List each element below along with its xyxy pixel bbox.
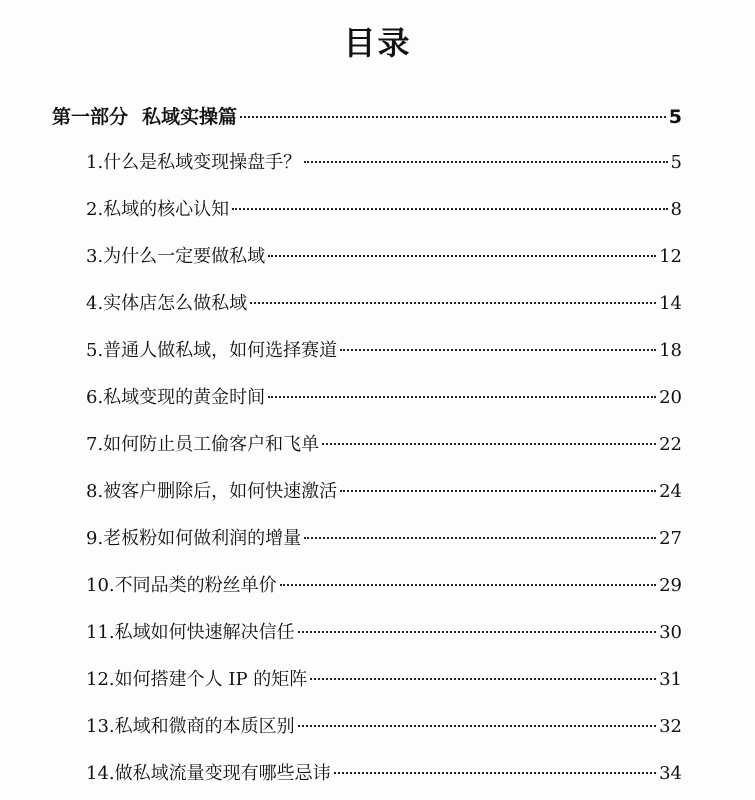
toc-entry-title: 6.私域变现的黄金时间 [86,387,266,408]
page-title: 目录 [343,24,412,62]
toc-part-entry [52,102,682,132]
toc-page-number: 8 [670,199,682,220]
toc-entry-9 [86,524,682,554]
toc-entry-title: 13.私域和微商的本质区别 [86,716,295,737]
toc-dot-leader [280,584,656,586]
toc-dot-leader [240,116,666,118]
toc-dot-leader [340,349,656,351]
toc-dot-leader [232,208,667,210]
toc-page-number: 31 [659,669,682,690]
toc-entry-2 [86,195,682,225]
toc-entry-title: 2.私域的核心认知 [86,199,230,220]
toc-entry-title: 14.做私域流量变现有哪些忌讳 [86,763,331,784]
toc-entry-title: 12.如何搭建个人 IP 的矩阵 [86,669,308,690]
toc-page-number: 22 [659,434,682,455]
toc-page-number: 18 [659,340,682,361]
toc-page-number: 5 [668,106,682,128]
toc-dot-leader [322,443,656,445]
toc-entry-11 [86,618,682,648]
toc-entry-10 [86,571,682,601]
toc-entry-title: 11.私域如何快速解决信任 [86,622,295,643]
toc-entry-title: 1.什么是私域变现操盘手？ [86,152,302,173]
toc-dot-leader [304,161,667,163]
toc-part-title [52,102,237,132]
toc-page-number: 27 [659,528,682,549]
toc-entry-3 [86,242,682,272]
toc-dot-leader [268,255,656,257]
toc-dot-leader [304,537,656,539]
toc-entry-title: 4.实体店怎么做私域 [86,293,248,314]
toc-page-number: 14 [659,293,682,314]
toc-page-number: 24 [659,481,682,502]
toc-dot-leader [298,631,656,633]
toc-entry-title: 5.普通人做私域，如何选择赛道 [86,340,338,361]
toc-part-label: 第一部分 [52,106,129,128]
toc-entry-4 [86,289,682,319]
toc-entry-14 [86,759,682,789]
toc-entry-title: 3.为什么一定要做私域 [86,246,266,267]
toc-dot-leader [340,490,656,492]
toc-dot-leader [310,678,656,680]
toc-entry-1 [86,148,682,178]
toc-entry-title: 9.老板粉如何做利润的增量 [86,528,302,549]
toc-page-number: 32 [659,716,682,737]
toc-entry-title: 10.不同品类的粉丝单价 [86,575,277,596]
toc-entry-8 [86,477,682,507]
toc-page-number: 34 [659,763,682,784]
toc-page-number: 5 [670,152,682,173]
toc-page-number: 30 [659,622,682,643]
toc-part-name: 私域实操篇 [142,106,238,128]
toc-page-number: 20 [659,387,682,408]
toc-dot-leader [298,725,656,727]
toc-page-number: 12 [659,246,682,267]
toc-dot-leader [268,396,656,398]
toc-entry-5 [86,336,682,366]
toc-entry-6 [86,383,682,413]
toc-entry-title: 7.如何防止员工偷客户和飞单 [86,434,320,455]
toc-entry-12 [86,665,682,695]
toc-page-number: 29 [659,575,682,596]
toc-dot-leader [250,302,656,304]
toc-entry-13 [86,712,682,742]
toc-entry-7 [86,430,682,460]
toc-dot-leader [334,772,656,774]
toc-entry-title: 8.被客户删除后，如何快速激活 [86,481,338,502]
